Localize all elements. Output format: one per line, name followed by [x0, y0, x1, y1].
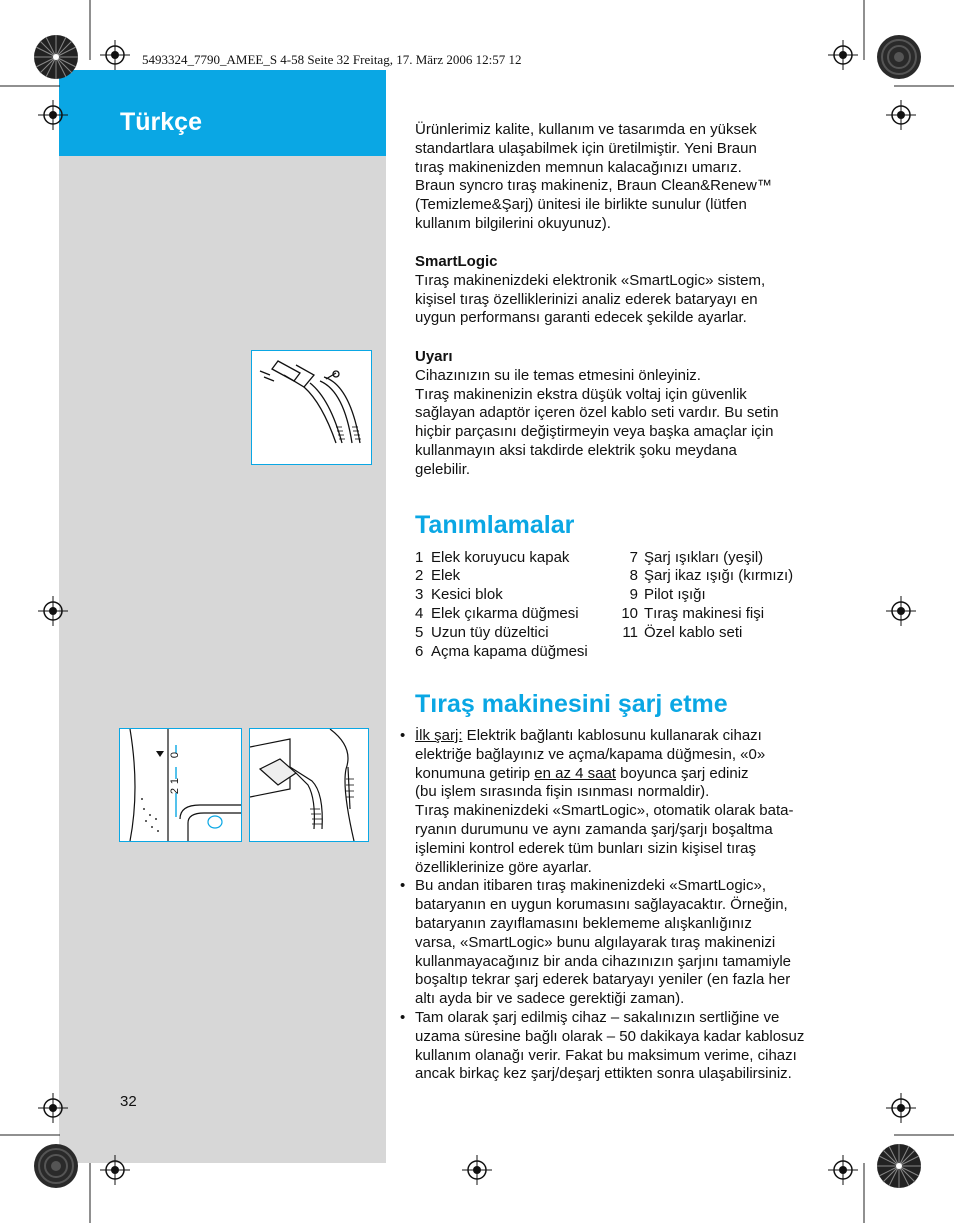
- color-target-icon: [32, 33, 80, 81]
- smartlogic-section: [415, 253, 845, 328]
- socket-plug-illustration: [250, 729, 368, 841]
- description-item: 11 Özel kablo seti: [622, 624, 743, 641]
- intro-line: Braun syncro tıraş makineniz, Braun Clean&Renew™: [415, 177, 772, 195]
- intro-line: kullanım bilgilerini okuyunuz).: [415, 214, 611, 232]
- language-title: Türkçe: [120, 108, 202, 136]
- plug-cable-illustration: [252, 351, 371, 464]
- warning-line: sağlayan adaptör içeren özel kablo seti vardır. Bu setin: [415, 404, 779, 422]
- intro-paragraph: [415, 121, 845, 234]
- charging-bullet: • Bu andan itibaren tıraş makinenizdeki «SmartLogic», bataryanın en uygun korumasını sağlayacaktır. Örneğin, bataryanın zayıflamasını beklememe alışkanlığınız varsa, «SmartLogic» bunu algılayarak tıraş makinenizi kullanmayacağınız bir anda cihazınızın şarjını tamamiyle boşaltıp tekrar şarj ederek bataryayı yeniler (en fazla her altı ayda bir ve sadece gerektiği zaman).: [415, 877, 845, 1009]
- figure-switch-positions: [119, 728, 242, 842]
- intro-line: standartlara ulaşabilmek için üretilmiştir. Yeni Braun: [415, 139, 757, 157]
- figure-plug-cable: [251, 350, 372, 465]
- description-item: 3 Kesici blok: [415, 586, 503, 603]
- warning-line: hiçbir parçasını değiştirmeyin veya başka amaçlar için: [415, 423, 774, 441]
- description-item: 4 Elek çıkarma düğmesi: [415, 605, 579, 622]
- registration-mark-icon: [828, 40, 858, 70]
- description-item: 5 Uzun tüy düzeltici: [415, 624, 549, 641]
- descriptions-heading: Tanımlamalar: [415, 511, 575, 539]
- smartlogic-line: uygun performansı garanti edecek şekilde ayarlar.: [415, 309, 747, 327]
- warning-line: Tıraş makinenizin ekstra düşük voltaj için güvenlik: [415, 385, 747, 403]
- registration-mark-icon: [828, 1155, 858, 1185]
- registration-mark-icon: [886, 1093, 916, 1123]
- description-item: 6 Açma kapama düğmesi: [415, 643, 588, 660]
- switch-label-2: 2: [169, 787, 182, 795]
- figure-socket-plug: [249, 728, 369, 842]
- intro-line: Ürünlerimiz kalite, kullanım ve tasarımda en yüksek: [415, 121, 757, 138]
- color-target-icon: [875, 33, 923, 81]
- charging-instructions: [415, 727, 845, 1084]
- registration-mark-icon: [38, 596, 68, 626]
- charge-duration: en az 4 saat: [534, 764, 616, 782]
- description-item: 10 Tıraş makinesi fişi: [621, 605, 765, 622]
- first-charge-label: İlk şarj:: [415, 727, 463, 744]
- charging-bullet: • Tam olarak şarj edilmiş cihaz – sakalınızın sertliğine ve uzama süresine bağlı olarak – 50 dakikaya kadar kablosuz kullanım olanağı verir. Fakat bu maksimum verime, cihazı ancak birkaç kez şarj/deşarj ettikten sonra ulaşabilirsiniz.: [415, 1009, 845, 1084]
- warning-line: Cihazınızın su ile temas etmesini önleyiniz.: [415, 366, 701, 384]
- registration-mark-icon: [462, 1155, 492, 1185]
- switch-label-0: 0: [169, 751, 182, 759]
- registration-mark-icon: [100, 40, 130, 70]
- description-item: 9 Pilot ışığı: [629, 586, 706, 603]
- warning-line: gelebilir.: [415, 460, 471, 478]
- intro-line: (Temizleme&Şarj) ünitesi ile birlikte sunulur (lütfen: [415, 196, 747, 214]
- smartlogic-heading: SmartLogic: [415, 253, 498, 270]
- description-item: 1 Elek koruyucu kapak: [415, 549, 570, 566]
- page-number: 32: [120, 1093, 137, 1110]
- intro-line: tıraş makinenizden memnun kalacağınızı umarız.: [415, 158, 742, 176]
- registration-mark-icon: [38, 100, 68, 130]
- smartlogic-line: Tıraş makinenizdeki elektronik «SmartLogic» sistem,: [415, 271, 766, 289]
- description-item: 7 Şarj ışıkları (yeşil): [629, 549, 764, 566]
- printer-header: 5493324_7790_AMEE_S 4-58 Seite 32 Freitag, 17. März 2006 12:57 12: [142, 52, 522, 67]
- smartlogic-line: kişisel tıraş özelliklerinizi analiz ederek bataryayı en: [415, 290, 758, 308]
- description-item: 2 Elek: [415, 567, 461, 584]
- color-target-icon: [875, 1142, 923, 1190]
- charging-heading: Tıraş makinesini şarj etme: [415, 690, 728, 718]
- warning-section: [415, 348, 845, 480]
- arrow-indicator-icon: [156, 751, 164, 757]
- registration-mark-icon: [100, 1155, 130, 1185]
- registration-mark-icon: [886, 596, 916, 626]
- switch-illustration: [120, 729, 241, 841]
- charging-bullet: • İlk şarj: Elektrik bağlantı kablosunu kullanarak cihazı elektriğe bağlayınız ve açma/kapama düğmesin, «0» konumuna getirip en az 4 saat boyunca şarj ediniz (bu işlem sırasında fişin ısınması normaldir). Tıraş makinenizdeki «SmartLogic», otomatik olarak bata- ryanın durumunu ve aynı zamanda şarj/şarjı boşaltma işlemini kontrol ederek tüm bunları sizin kişisel tıraş özelliklerinize göre ayarlar.: [415, 727, 845, 877]
- warning-line: kullanmayın aksi takdirde elektrik şoku meydana: [415, 441, 737, 459]
- registration-mark-icon: [886, 100, 916, 130]
- warning-heading: Uyarı: [415, 348, 453, 365]
- color-target-icon: [32, 1142, 80, 1190]
- description-item: 8 Şarj ikaz ışığı (kırmızı): [629, 567, 794, 584]
- switch-label-1: 1: [169, 777, 182, 785]
- registration-mark-icon: [38, 1093, 68, 1123]
